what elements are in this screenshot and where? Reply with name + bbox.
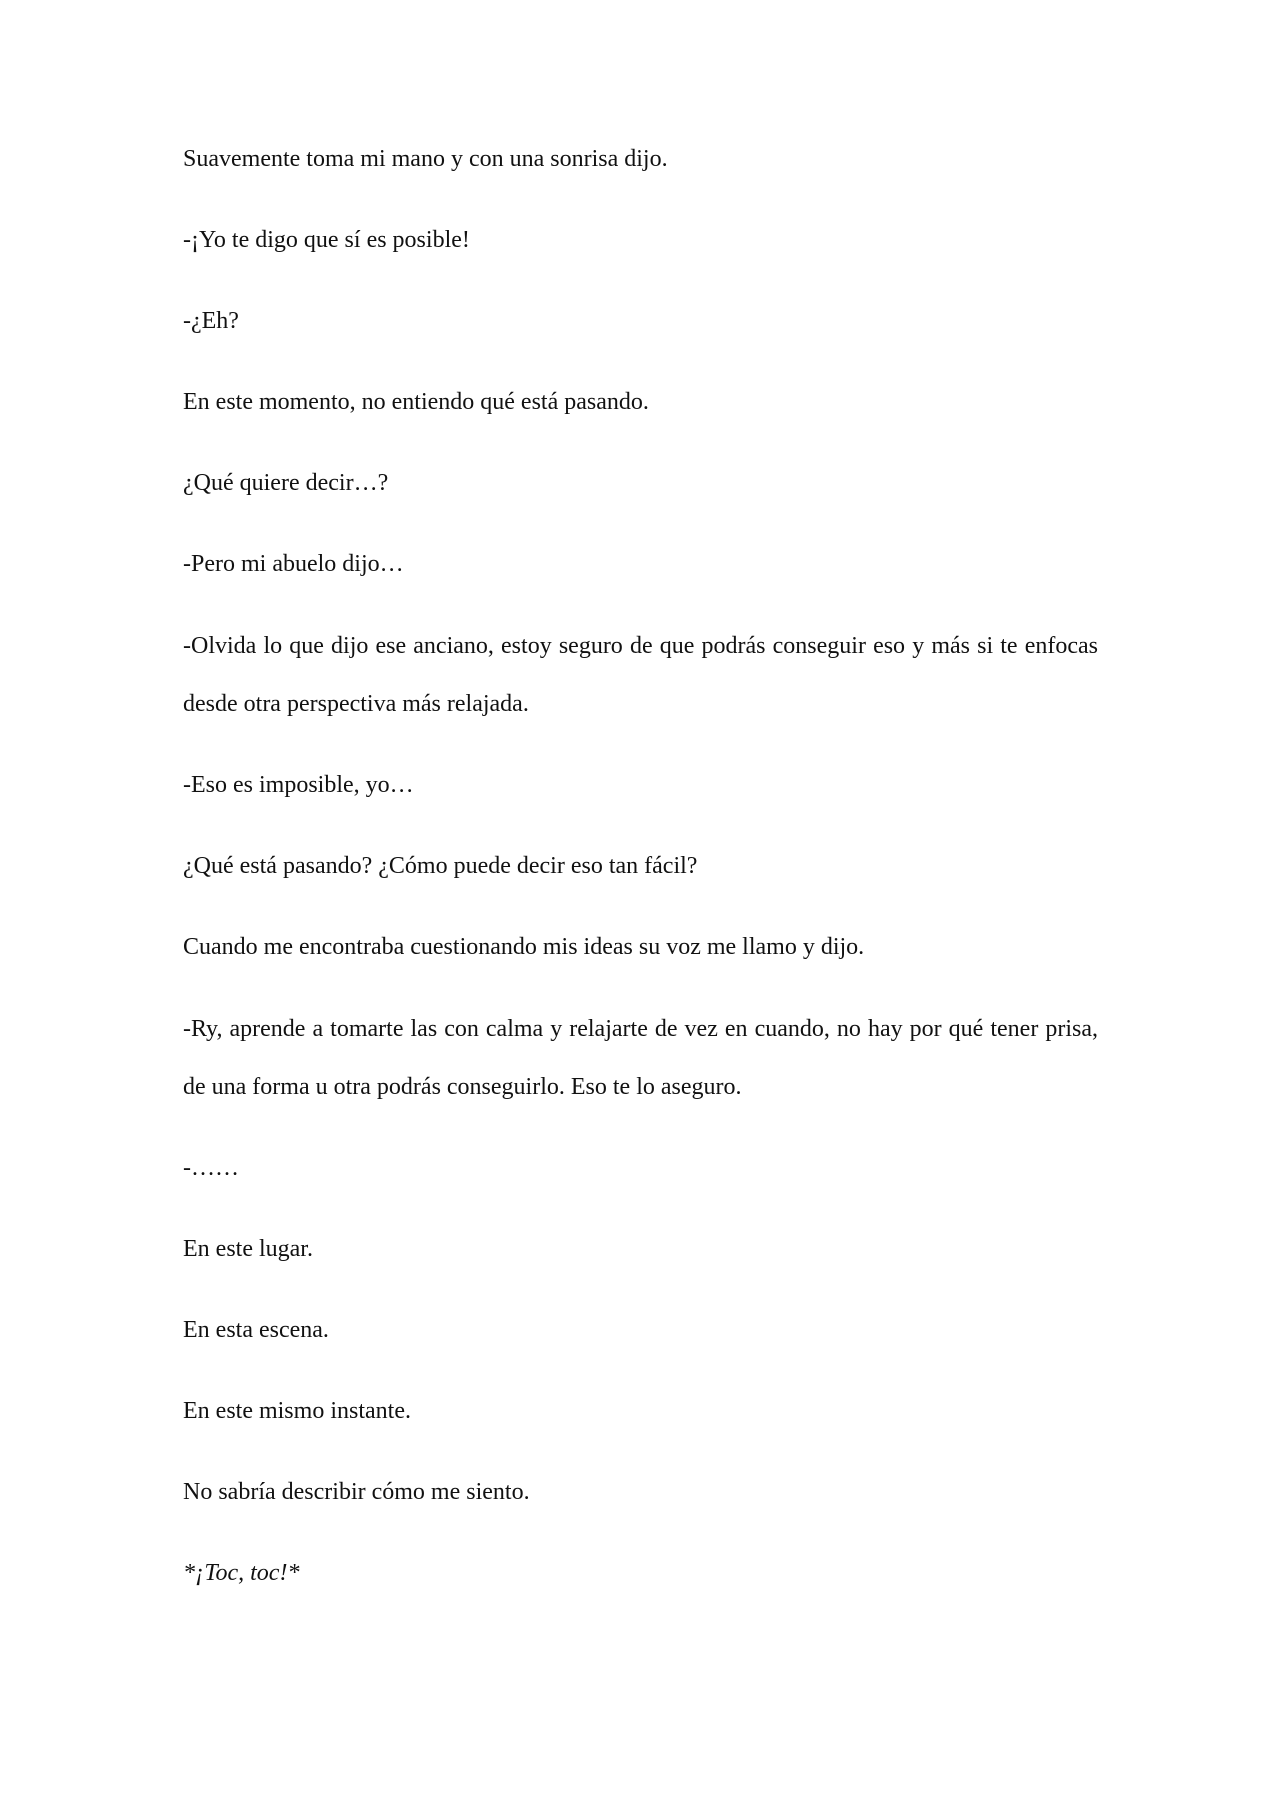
document-body [183, 145, 1098, 1640]
paragraph: En este momento, no entiendo qué está pasando. [183, 389, 649, 415]
paragraph: Suavemente toma mi mano y con una sonrisa dijo. [183, 146, 668, 172]
paragraph: -…… [183, 1155, 239, 1181]
paragraph: -¡Yo te digo que sí es posible! [183, 227, 470, 253]
paragraph: En este lugar. [183, 1236, 313, 1262]
paragraph: -¿Eh? [183, 308, 239, 334]
paragraph-italic: *¡Toc, toc!* [183, 1560, 300, 1586]
paragraph: ¿Qué quiere decir…? [183, 470, 389, 496]
paragraph: -Ry, aprende a tomarte las con calma y relajarte de vez en cuando, no hay por qué tener prisa, de una forma u otra podrás conseguirlo. Eso te lo aseguro. [183, 1016, 1098, 1100]
paragraph: En este mismo instante. [183, 1398, 411, 1424]
paragraph: ¿Qué está pasando? ¿Cómo puede decir eso tan fácil? [183, 853, 698, 879]
paragraph: -Eso es imposible, yo… [183, 772, 414, 798]
paragraph: No sabría describir cómo me siento. [183, 1479, 530, 1505]
paragraph: -Olvida lo que dijo ese anciano, estoy seguro de que podrás conseguir eso y más si te enfocas desde otra perspectiva más relajada. [183, 633, 1098, 717]
paragraph: Cuando me encontraba cuestionando mis ideas su voz me llamo y dijo. [183, 934, 865, 960]
paragraph: -Pero mi abuelo dijo… [183, 551, 404, 577]
paragraph: En esta escena. [183, 1317, 329, 1343]
